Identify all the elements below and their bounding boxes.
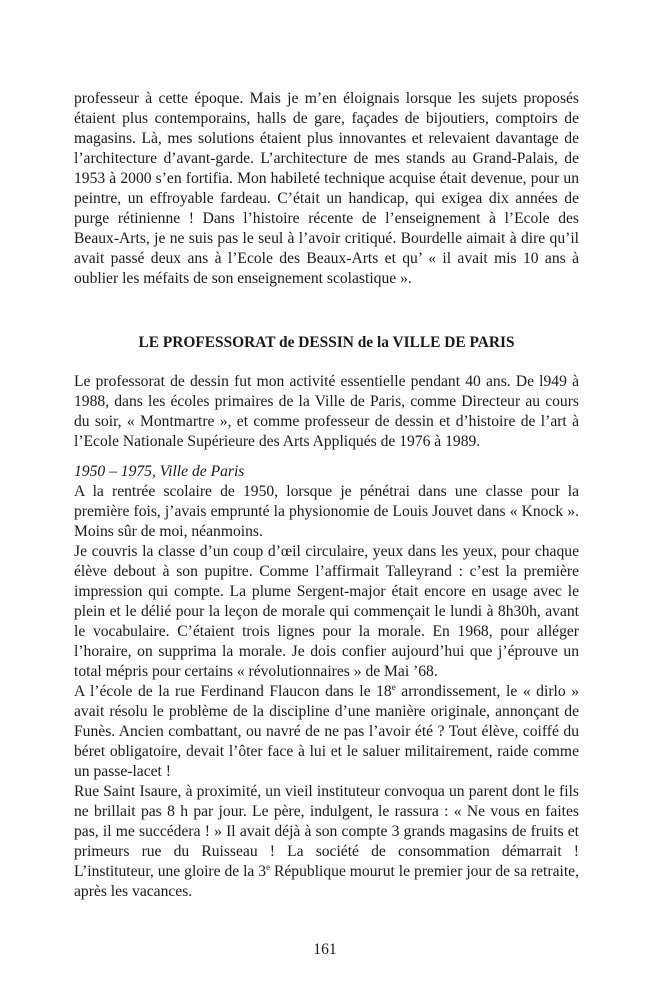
intro-block	[74, 89, 579, 289]
summary-block	[74, 372, 579, 452]
flaucon-text-end: arrondissement, le « dirlo » avait résolu le problème de la discipline d’une manière originale, annonçant de Funès. Ancien combattant, ou navré de ne pas l’avoir été ? Tout élève, coiffé du béret obligatoire, devait l’ôter face à lui et le saluer militairement, raide comme un passe-lacet !	[74, 683, 579, 780]
summary-paragraph: Le professorat de dessin fut mon activité essentielle pendant 40 ans. De l949 à 1988, dans les écoles primaires de la Ville de Paris, comme Directeur au cours du soir, « Montmartre », et comme professeur de dessin et d’histoire de l’art à l’Ecole Nationale Supérieure des Arts Appliqués de 1976 à 1989.	[74, 373, 579, 450]
period-subheading: 1950 – 1975, Ville de Paris	[74, 463, 245, 480]
classe-paragraph: Je couvris la classe d’un coup d’œil circulaire, yeux dans les yeux, pour chaque élève debout à son pupitre. Comme l’affirmait Talleyrand : c’est la première impression qui compte. La plume Sergent-major était encore en usage avec le plein et le délié pour la leçon de morale qui commençait le lundi à 8h30h, avant le vocabulaire. C’étaient trois lignes pour la morale. En 1968, pour alléger l’horaire, on supprima la morale. Je dois confier aujourd’hui que j’éprouve un total mépris pour certains « révolutionnaires » de Mai ’68.	[74, 543, 579, 680]
rentree-paragraph: A la rentrée scolaire de 1950, lorsque je pénétrai dans une classe pour la première fois, j’avais emprunté la physionomie de Louis Jouvet dans « Knock ». Moins sûr de moi, néanmoins.	[74, 483, 579, 540]
isaure-text-end: République mourut le premier jour de sa retraite, après les vacances.	[74, 863, 579, 900]
intro-paragraph: professeur à cette époque. Mais je m’en éloignais lorsque les sujets proposés étaient plus contemporains, halls de gare, façades de bijoutiers, comptoirs de magasins. Là, mes solutions étaient plus innovantes et relevaient davantage de l’architecture d’avant-garde. L’architecture de mes stands au Grand-Palais, de 1953 à 2000 s’en fortifia. Mon habileté technique acquise était devenue, pour un peintre, un effroyable fardeau. C’était un handicap, qui exigea dix années de purge rétinienne ! Dans l’histoire récente de l’enseignement à l’Ecole des Beaux-Arts, je ne suis pas le seul à l’avoir critiqué. Bourdelle aimait à dire qu’il avait passé deux ans à l’Ecole des Beaux-Arts et qu’ « il avait mis 10 ans à oublier les méfaits de son enseignement scolastique ».	[74, 90, 579, 287]
page-number: 161	[313, 941, 337, 958]
flaucon-paragraph	[74, 682, 579, 782]
chronicle-block	[74, 462, 579, 902]
section-heading: LE PROFESSORAT de DESSIN de la VILLE DE PARIS	[138, 334, 515, 351]
ordinal-superscript: e	[391, 682, 396, 692]
ordinal-superscript: e	[266, 862, 271, 872]
isaure-paragraph	[74, 782, 579, 902]
isaure-text-start: Rue Saint Isaure, à proximité, un vieil instituteur convoqua un parent dont le fils ne brillait pas 8 h par jour. Le père, indulgent, le rassura : « Ne vous en faites pas, il me succédera ! » Il avait déjà à son compte 3 grands magasins de fruits et primeurs rue du Ruisseau ! La société de consommation démarrait ! L’instituteur, une gloire de la 3	[74, 783, 579, 880]
flaucon-text-start: A l’école de la rue Ferdinand Flaucon dans le 18	[74, 683, 392, 700]
